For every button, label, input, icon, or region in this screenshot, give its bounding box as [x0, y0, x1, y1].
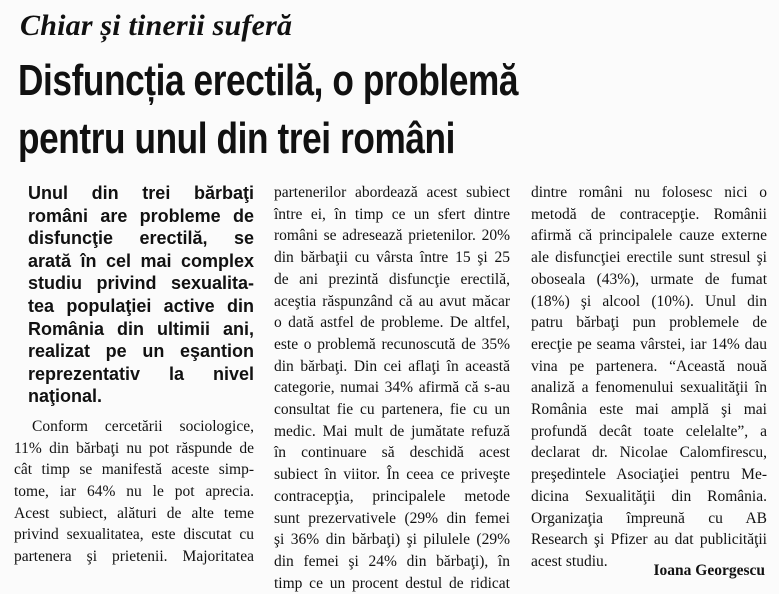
body-line: Acest subiect, alături de alte teme — [14, 504, 254, 522]
body-line: partenerilor abordează acest subiect — [274, 184, 510, 201]
body-line: în continuare să deschidă acest — [274, 444, 510, 462]
headline-line-1: Disfuncția erectilă, o problemă — [18, 56, 519, 105]
body-line: categorie, numai 34% afirmă că s-au — [274, 379, 510, 397]
column-1 — [14, 182, 254, 568]
lead-line: disfuncţie erectilă, se — [28, 228, 254, 249]
body-line: din bărbaţi. Din cei aflaţi în această — [274, 357, 510, 375]
body-line: 11% din bărbaţi nu pot răspunde de — [14, 439, 254, 457]
body-line: partenera şi prietenii. Majoritatea — [14, 548, 254, 566]
body-line: metodă de contracepţie. Românii — [531, 205, 767, 223]
lead-line: reprezentativ la nivel — [28, 363, 254, 384]
body-line: din femei şi 24% din bărbaţi), în — [274, 552, 510, 570]
body-line: contracepţia, principalele metode — [274, 487, 510, 505]
lead-line: naţional. — [28, 386, 103, 407]
byline: Ioana Georgescu — [653, 562, 765, 579]
body-line: Organizaţia împreună cu AB — [531, 509, 767, 527]
body-line: erecţie pe seama vârstei, iar 14% dau — [531, 335, 767, 353]
body-line: tome, iar 64% nu le pot aprecia. — [14, 483, 254, 501]
body-line: acest studiu. — [531, 552, 608, 570]
body-line: profundă decât toate celelalte”, a — [531, 422, 767, 440]
body-paragraph-2 — [274, 182, 510, 594]
headline — [18, 52, 770, 168]
lead-line: studiu privind sexualita- — [28, 273, 254, 294]
kicker: Chiar și tinerii suferă — [20, 9, 293, 42]
lead-line: realizat pe un eşantion — [28, 341, 254, 362]
body-line: (18%) şi alcool (10%). Unul din — [531, 292, 767, 310]
body-line: oboseala (43%), urmate de fumat — [531, 270, 767, 288]
body-line: Research şi Pfizer au dat publicităţii — [531, 531, 767, 549]
body-line: afirmă că principalele cauze externe — [531, 227, 767, 245]
body-line: privind sexualitatea, este discutat cu — [14, 526, 254, 544]
body-line: dicina Sexualităţii din România. — [531, 487, 767, 505]
body-line: de ani prezintă disfuncţie erectilă, — [274, 270, 510, 288]
headline-line-2: pentru unul din trei români — [18, 114, 456, 163]
column-3 — [531, 182, 767, 573]
body-paragraph-1 — [14, 416, 254, 568]
lead-line: România din ultimii ani, — [28, 318, 254, 339]
body-line: Conform cercetării sociologice, — [32, 417, 254, 435]
lead-paragraph — [14, 182, 254, 408]
body-line: ale disfuncţiei erectile sunt stresul şi — [531, 249, 767, 267]
column-2 — [274, 182, 510, 594]
lead-line: români are probleme de — [28, 205, 254, 226]
body-line: sunt prezervativele (29% din femei — [274, 509, 510, 527]
lead-line: Unul din trei bărbaţi — [28, 183, 254, 203]
body-line: timp ce un procent destul de ridicat — [274, 574, 510, 592]
lead-line: arată în cel mai complex — [28, 250, 254, 271]
body-line: subiect în viitor. În ceea ce priveşte — [274, 466, 510, 484]
body-line: cât timp se manifestă aceste simp- — [14, 461, 254, 479]
body-line: vina pe partenera. “Această nouă — [531, 357, 767, 375]
body-paragraph-3 — [531, 182, 767, 573]
body-line: dintre români nu folosesc nici o — [531, 184, 767, 201]
body-line: medic. Mai mult de jumătate refuză — [274, 422, 510, 440]
lead-line: tea populaţiei active din — [28, 295, 254, 316]
body-line: consultat fie cu partenera, fie cu un — [274, 401, 510, 419]
body-line: o dată astfel de probleme. De altfel, — [274, 314, 510, 332]
body-line: între ei, în timp ce un sfert dintre — [274, 205, 510, 223]
body-line: declarat dr. Nicolae Calomfirescu, — [531, 444, 767, 462]
body-line: români se adresează prietenilor. 20% — [274, 227, 510, 245]
body-line: România este mai amplă şi mai — [531, 401, 767, 419]
body-line: este o problemă recunoscută de 35% — [274, 335, 510, 353]
body-line: preşedintele Asociaţiei pentru Me- — [531, 466, 767, 484]
body-line: şi 36% din bărbaţi) şi pilulele (29% — [274, 531, 510, 549]
body-line: aceştia răspunzând că au avut măcar — [274, 292, 510, 310]
body-line: patru bărbaţi pun problemele de — [531, 314, 767, 332]
body-line: analiză a fenomenului sexualităţii în — [531, 379, 767, 397]
body-line: din bărbaţii cu vârsta între 15 şi 25 — [274, 249, 510, 267]
